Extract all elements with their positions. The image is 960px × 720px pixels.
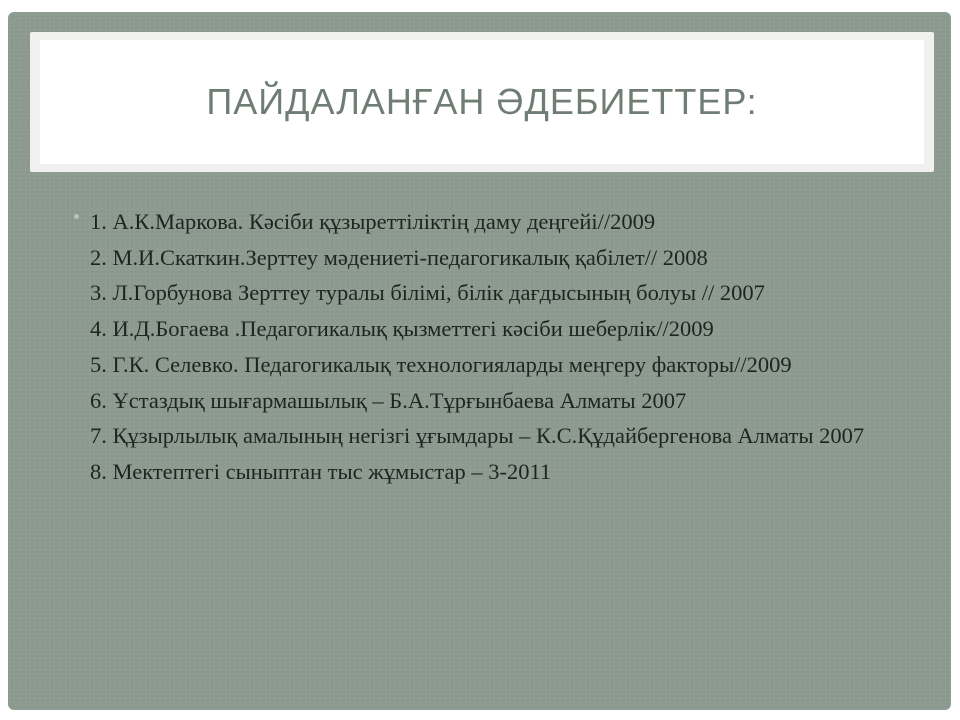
reference-item-4: 4. И.Д.Богаева .Педагогикалық қызметтегі кәсіби шеберлік//2009 <box>90 316 714 342</box>
reference-item-5: 5. Г.К. Селевко. Педагогикалық технологияларды меңгеру факторы//2009 <box>90 351 792 377</box>
bullet-dot-icon <box>74 214 79 219</box>
reference-item-6: 6. Ұстаздық шығармашылық – Б.А.Тұрғынбаева Алматы 2007 <box>90 387 687 413</box>
reference-item-8: 8. Мектептегі сыныптан тыс жұмыстар – 3-2011 <box>90 458 552 484</box>
reference-item-1: 1. А.К.Маркова. Кәсіби құзыреттіліктің даму деңгейі//2009 <box>90 209 656 234</box>
slide-title: ПАЙДАЛАНҒАН ӘДЕБИЕТТЕР: <box>206 81 758 122</box>
reference-item-2: 2. М.И.Скаткин.Зерттеу мәдениеті-педагогикалық қабілет// 2008 <box>90 244 708 270</box>
reference-list <box>90 204 920 490</box>
title-box <box>40 40 924 164</box>
reference-item-7: 7. Құзырлылық амалының негізгі ұғымдары – К.С.Құдайбергенова Алматы 2007 <box>90 423 865 449</box>
reference-item-3: 3. Л.Горбунова Зерттеу туралы білімі, білік дағдысының болуы // 2007 <box>90 280 765 306</box>
title-band <box>30 32 934 172</box>
slide <box>8 12 951 710</box>
